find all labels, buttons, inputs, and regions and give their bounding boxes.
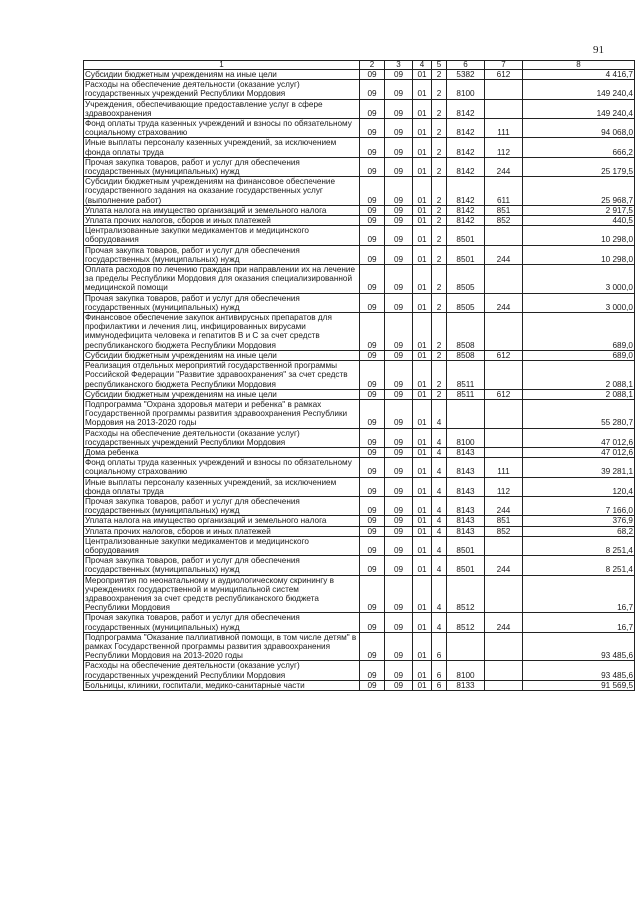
row-description: Прочая закупка товаров, работ и услуг для обеспечения государственных (муниципальных) нужд [84,556,360,575]
row-description: Субсидии бюджетным учреждениям на иные цели [84,350,360,360]
program-code: 01 [413,216,432,226]
table-row [84,516,635,526]
subprogram-code: 4 [432,477,447,496]
section-code: 09 [360,399,385,428]
table-row [84,245,635,264]
amount: 47 012,6 [523,447,635,457]
program-code: 01 [413,526,432,536]
expense-type-code: 852 [485,526,523,536]
target-article-code: 8511 [447,361,485,390]
target-article-code: 8501 [447,536,485,555]
row-description: Прочая закупка товаров, работ и услуг для обеспечения государственных (муниципальных) нужд [84,496,360,515]
amount: 689,0 [523,313,635,351]
amount: 2 917,5 [523,205,635,215]
expense-type-code: 612 [485,70,523,80]
expense-type-code: 112 [485,477,523,496]
target-article-code: 8512 [447,613,485,632]
subprogram-code: 6 [432,680,447,690]
table-row [84,680,635,690]
amount: 10 298,0 [523,226,635,245]
expense-type-code [485,399,523,428]
subsection-code: 09 [385,496,413,515]
subsection-code: 09 [385,613,413,632]
program-code: 01 [413,496,432,515]
subprogram-code: 2 [432,99,447,118]
subsection-code: 09 [385,680,413,690]
row-description: Финансовое обеспечение закупок антивирусных препаратов для профилактики и лечения лиц, инфицированных вирусами иммунодефицита человека и гепатитов В и С за счет средств республиканского бюджета Республики Мордовия [84,313,360,351]
row-description: Реализация отдельных мероприятий государственной программы Российской Федерации "Развитие здравоохранения" за счет средств республиканского бюджета Республики Мордовия [84,361,360,390]
row-description: Фонд оплаты труда казенных учреждений и взносы по обязательному социальному страхованию [84,458,360,477]
amount: 39 281,1 [523,458,635,477]
subprogram-code: 2 [432,245,447,264]
table-row [84,226,635,245]
program-code: 01 [413,680,432,690]
subsection-code: 09 [385,313,413,351]
section-code: 09 [360,138,385,157]
amount: 8 251,4 [523,556,635,575]
row-description: Субсидии бюджетным учреждениям на финансовое обеспечение государственного задания на оказание государственных услуг (выполнение работ) [84,177,360,206]
subprogram-code: 4 [432,399,447,428]
amount: 2 088,1 [523,389,635,399]
table-row [84,389,635,399]
program-code: 01 [413,389,432,399]
subprogram-code: 4 [432,516,447,526]
table-row [84,350,635,360]
target-article-code: 8505 [447,293,485,312]
row-description: Дома ребенка [84,447,360,457]
row-description: Централизованные закупки медикаментов и медицинского оборудования [84,226,360,245]
target-article-code: 8142 [447,119,485,138]
subsection-code: 09 [385,350,413,360]
row-description: Фонд оплаты труда казенных учреждений и взносы по обязательному социальному страхованию [84,119,360,138]
table-row [84,536,635,555]
expense-type-code [485,99,523,118]
expense-type-code [485,680,523,690]
subsection-code: 09 [385,428,413,447]
table-row [84,661,635,680]
program-code: 01 [413,245,432,264]
program-code: 01 [413,313,432,351]
amount: 120,4 [523,477,635,496]
amount: 3 000,0 [523,293,635,312]
section-code: 09 [360,661,385,680]
section-code: 09 [360,428,385,447]
section-code: 09 [360,70,385,80]
target-article-code: 8142 [447,216,485,226]
subsection-code: 09 [385,516,413,526]
table-row [84,70,635,80]
table-row [84,447,635,457]
table-row [84,265,635,294]
page-number: 91 [593,44,604,56]
expense-type-code: 244 [485,613,523,632]
table-row [84,80,635,99]
row-description: Уплата налога на имущество организаций и земельного налога [84,516,360,526]
subprogram-code: 6 [432,632,447,661]
amount: 93 485,6 [523,632,635,661]
amount: 4 416,7 [523,70,635,80]
expense-type-code: 112 [485,138,523,157]
expense-type-code: 612 [485,350,523,360]
subprogram-code: 2 [432,226,447,245]
target-article-code: 8143 [447,447,485,457]
table-row [84,216,635,226]
column-header-row [84,61,635,70]
section-code: 09 [360,177,385,206]
subsection-code: 09 [385,389,413,399]
section-code: 09 [360,536,385,555]
column-header: 4 [413,61,432,70]
row-description: Уплата прочих налогов, сборов и иных платежей [84,216,360,226]
expense-type-code: 244 [485,245,523,264]
table-row [84,428,635,447]
expense-type-code [485,428,523,447]
section-code: 09 [360,205,385,215]
section-code: 09 [360,157,385,176]
section-code: 09 [360,226,385,245]
program-code: 01 [413,661,432,680]
section-code: 09 [360,458,385,477]
section-code: 09 [360,556,385,575]
table-row [84,313,635,351]
program-code: 01 [413,293,432,312]
table-row [84,575,635,613]
program-code: 01 [413,458,432,477]
subsection-code: 09 [385,477,413,496]
program-code: 01 [413,361,432,390]
target-article-code: 8501 [447,556,485,575]
subsection-code: 09 [385,245,413,264]
subprogram-code: 2 [432,361,447,390]
table-row [84,361,635,390]
section-code: 09 [360,477,385,496]
amount: 8 251,4 [523,536,635,555]
expense-type-code [485,447,523,457]
expense-type-code: 852 [485,216,523,226]
target-article-code: 8512 [447,575,485,613]
subprogram-code: 2 [432,216,447,226]
program-code: 01 [413,613,432,632]
table-row [84,477,635,496]
target-article-code: 8508 [447,313,485,351]
table-row [84,119,635,138]
section-code: 09 [360,119,385,138]
table-row [84,613,635,632]
target-article-code: 8508 [447,350,485,360]
subprogram-code: 2 [432,205,447,215]
program-code: 01 [413,99,432,118]
expense-type-code [485,313,523,351]
subprogram-code: 4 [432,575,447,613]
row-description: Больницы, клиники, госпитали, медико-санитарные части [84,680,360,690]
program-code: 01 [413,157,432,176]
subprogram-code: 4 [432,526,447,536]
section-code: 09 [360,216,385,226]
amount: 689,0 [523,350,635,360]
column-header: 5 [432,61,447,70]
column-header: 1 [84,61,360,70]
subprogram-code: 2 [432,389,447,399]
section-code: 09 [360,526,385,536]
column-header: 8 [523,61,635,70]
target-article-code: 8100 [447,661,485,680]
section-code: 09 [360,265,385,294]
program-code: 01 [413,447,432,457]
expense-type-code [485,632,523,661]
subprogram-code: 2 [432,157,447,176]
target-article-code: 8142 [447,138,485,157]
amount: 25 968,7 [523,177,635,206]
subsection-code: 09 [385,99,413,118]
subprogram-code: 2 [432,177,447,206]
amount: 68,2 [523,526,635,536]
subsection-code: 09 [385,575,413,613]
target-article-code: 8142 [447,99,485,118]
expense-type-code: 851 [485,516,523,526]
target-article-code: 8100 [447,428,485,447]
expense-type-code: 244 [485,293,523,312]
row-description: Оплата расходов по лечению граждан при направлении их на лечение за пределы Республики Мордовия для оказания специализированной медицинской помощи [84,265,360,294]
expense-type-code: 611 [485,177,523,206]
subsection-code: 09 [385,526,413,536]
subsection-code: 09 [385,293,413,312]
target-article-code: 5382 [447,70,485,80]
program-code: 01 [413,477,432,496]
row-description: Уплата налога на имущество организаций и земельного налога [84,205,360,215]
amount: 666,2 [523,138,635,157]
target-article-code: 8142 [447,205,485,215]
amount: 91 569,5 [523,680,635,690]
program-code: 01 [413,399,432,428]
subprogram-code: 4 [432,447,447,457]
target-article-code: 8143 [447,526,485,536]
target-article-code: 8143 [447,496,485,515]
target-article-code: 8511 [447,389,485,399]
expense-type-code [485,661,523,680]
row-description: Прочая закупка товаров, работ и услуг для обеспечения государственных (муниципальных) нужд [84,293,360,312]
expense-type-code: 244 [485,157,523,176]
subsection-code: 09 [385,80,413,99]
expense-type-code: 851 [485,205,523,215]
section-code: 09 [360,496,385,515]
subsection-code: 09 [385,458,413,477]
section-code: 09 [360,350,385,360]
table-row [84,157,635,176]
section-code: 09 [360,80,385,99]
target-article-code: 8133 [447,680,485,690]
section-code: 09 [360,613,385,632]
program-code: 01 [413,205,432,215]
target-article-code: 8143 [447,516,485,526]
row-description: Прочая закупка товаров, работ и услуг для обеспечения государственных (муниципальных) нужд [84,157,360,176]
subprogram-code: 2 [432,293,447,312]
row-description: Иные выплаты персоналу казенных учреждений, за исключением фонда оплаты труда [84,477,360,496]
subprogram-code: 4 [432,536,447,555]
amount: 440,5 [523,216,635,226]
table-row [84,399,635,428]
subprogram-code: 4 [432,556,447,575]
section-code: 09 [360,361,385,390]
row-description: Прочая закупка товаров, работ и услуг для обеспечения государственных (муниципальных) нужд [84,245,360,264]
column-header: 7 [485,61,523,70]
row-description: Прочая закупка товаров, работ и услуг для обеспечения государственных (муниципальных) нужд [84,613,360,632]
subsection-code: 09 [385,632,413,661]
amount: 94 068,0 [523,119,635,138]
section-code: 09 [360,575,385,613]
subsection-code: 09 [385,138,413,157]
budget-table [83,60,635,691]
table-row [84,138,635,157]
column-header: 2 [360,61,385,70]
target-article-code: 8142 [447,157,485,176]
row-description: Централизованные закупки медикаментов и медицинского оборудования [84,536,360,555]
expense-type-code [485,265,523,294]
amount: 7 166,0 [523,496,635,515]
subsection-code: 09 [385,556,413,575]
target-article-code: 8505 [447,265,485,294]
target-article-code: 8143 [447,458,485,477]
amount: 93 485,6 [523,661,635,680]
target-article-code: 8100 [447,80,485,99]
expense-type-code [485,80,523,99]
table-row [84,177,635,206]
program-code: 01 [413,428,432,447]
program-code: 01 [413,226,432,245]
row-description: Подпрограмма "Оказание паллиативной помощи, в том числе детям" в рамках Государственной программы развития здравоохранения Республики Мордовия на 2013-2020 годы [84,632,360,661]
row-description: Расходы на обеспечение деятельности (оказание услуг) государственных учреждений Республики Мордовия [84,80,360,99]
subprogram-code: 2 [432,119,447,138]
subprogram-code: 2 [432,70,447,80]
amount: 10 298,0 [523,245,635,264]
subprogram-code: 4 [432,458,447,477]
table-row [84,458,635,477]
amount: 2 088,1 [523,361,635,390]
amount: 16,7 [523,613,635,632]
row-description: Мероприятия по неонатальному и аудиологическому скринингу в учреждениях государственной и муниципальной систем здравоохранения за счет средств республиканского бюджета Республики Мордовия [84,575,360,613]
subsection-code: 09 [385,157,413,176]
table-row [84,526,635,536]
amount: 3 000,0 [523,265,635,294]
subsection-code: 09 [385,661,413,680]
amount: 376,9 [523,516,635,526]
subsection-code: 09 [385,119,413,138]
subsection-code: 09 [385,70,413,80]
expense-type-code: 612 [485,389,523,399]
program-code: 01 [413,138,432,157]
table-row [84,99,635,118]
subprogram-code: 6 [432,661,447,680]
program-code: 01 [413,536,432,555]
program-code: 01 [413,632,432,661]
column-header: 6 [447,61,485,70]
row-description: Субсидии бюджетным учреждениям на иные цели [84,389,360,399]
subprogram-code: 4 [432,428,447,447]
expense-type-code: 244 [485,496,523,515]
section-code: 09 [360,245,385,264]
subsection-code: 09 [385,205,413,215]
subprogram-code: 2 [432,265,447,294]
row-description: Уплата прочих налогов, сборов и иных платежей [84,526,360,536]
subsection-code: 09 [385,399,413,428]
expense-type-code [485,575,523,613]
program-code: 01 [413,70,432,80]
target-article-code [447,632,485,661]
row-description: Подпрограмма "Охрана здоровья матери и ребенка" в рамках Государственной программы развития здравоохранения Республики Мордовия на 2013-2020 годы [84,399,360,428]
amount: 149 240,4 [523,99,635,118]
target-article-code: 8501 [447,226,485,245]
amount: 16,7 [523,575,635,613]
subsection-code: 09 [385,361,413,390]
expense-type-code: 111 [485,119,523,138]
subsection-code: 09 [385,447,413,457]
subprogram-code: 2 [432,80,447,99]
expense-type-code [485,226,523,245]
section-code: 09 [360,632,385,661]
amount: 149 240,4 [523,80,635,99]
program-code: 01 [413,556,432,575]
subsection-code: 09 [385,265,413,294]
section-code: 09 [360,313,385,351]
table-row [84,496,635,515]
section-code: 09 [360,680,385,690]
subsection-code: 09 [385,226,413,245]
program-code: 01 [413,177,432,206]
target-article-code: 8143 [447,477,485,496]
subsection-code: 09 [385,177,413,206]
section-code: 09 [360,389,385,399]
subprogram-code: 2 [432,138,447,157]
program-code: 01 [413,575,432,613]
table-row [84,556,635,575]
section-code: 09 [360,99,385,118]
subprogram-code: 2 [432,313,447,351]
amount: 25 179,5 [523,157,635,176]
subprogram-code: 4 [432,613,447,632]
row-description: Расходы на обеспечение деятельности (оказание услуг) государственных учреждений Республики Мордовия [84,428,360,447]
row-description: Расходы на обеспечение деятельности (оказание услуг) государственных учреждений Республики Мордовия [84,661,360,680]
row-description: Учреждения, обеспечивающие предоставление услуг в сфере здравоохранения [84,99,360,118]
section-code: 09 [360,516,385,526]
program-code: 01 [413,80,432,99]
subprogram-code: 4 [432,496,447,515]
table-row [84,632,635,661]
expense-type-code: 111 [485,458,523,477]
section-code: 09 [360,293,385,312]
program-code: 01 [413,350,432,360]
program-code: 01 [413,516,432,526]
subsection-code: 09 [385,216,413,226]
table-row [84,205,635,215]
expense-type-code: 244 [485,556,523,575]
target-article-code [447,399,485,428]
subsection-code: 09 [385,536,413,555]
row-description: Субсидии бюджетным учреждениям на иные цели [84,70,360,80]
table-row [84,293,635,312]
section-code: 09 [360,447,385,457]
program-code: 01 [413,265,432,294]
target-article-code: 8142 [447,177,485,206]
amount: 47 012,6 [523,428,635,447]
row-description: Иные выплаты персоналу казенных учреждений, за исключением фонда оплаты труда [84,138,360,157]
column-header: 3 [385,61,413,70]
subprogram-code: 2 [432,350,447,360]
expense-type-code [485,361,523,390]
expense-type-code [485,536,523,555]
program-code: 01 [413,119,432,138]
amount: 55 280,7 [523,399,635,428]
target-article-code: 8501 [447,245,485,264]
